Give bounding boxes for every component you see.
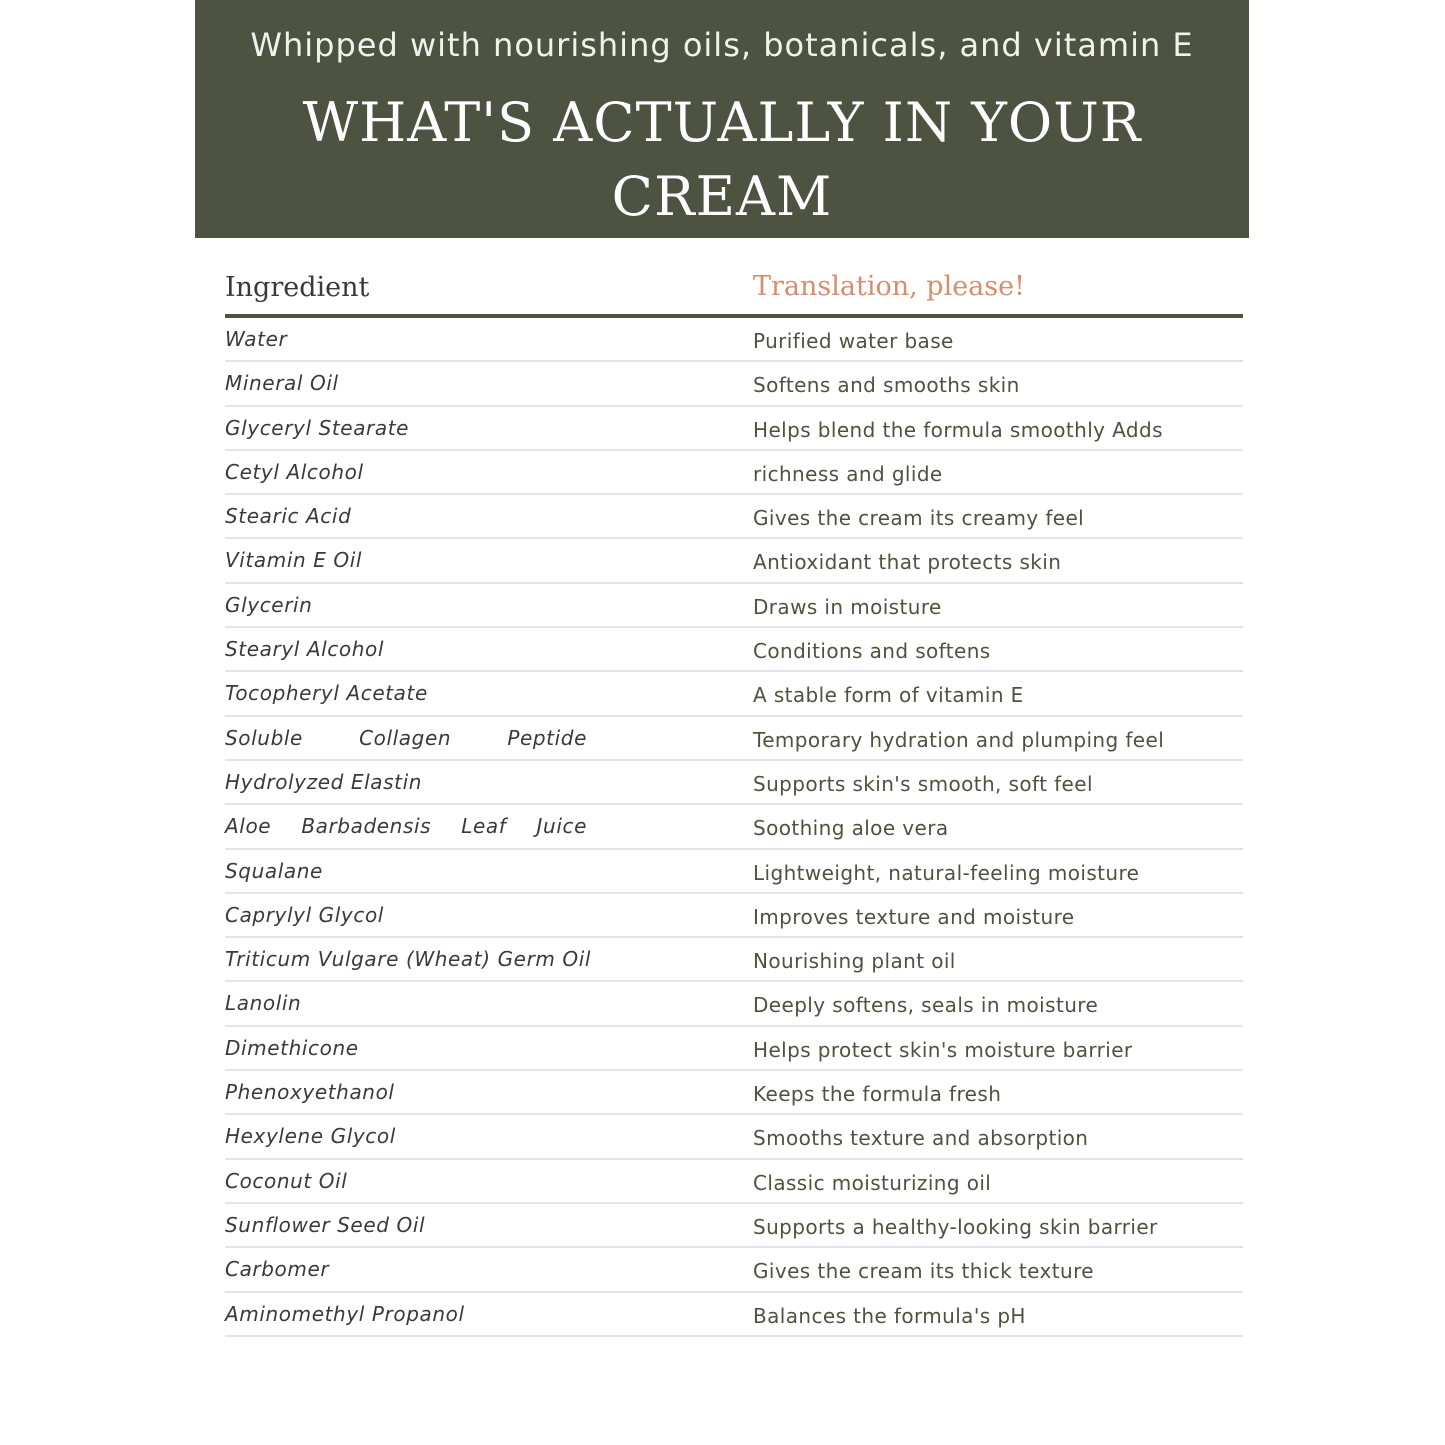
table-row <box>225 628 1243 672</box>
ingredient-cell: Aminomethyl Propanol <box>225 1301 465 1326</box>
ingredient-cell: Stearyl Alcohol <box>225 637 385 662</box>
ingredient-cell <box>225 726 587 750</box>
table-row <box>225 672 1243 716</box>
ingredient-cell: Sunflower Seed Oil <box>225 1212 426 1237</box>
title-line-1: WHAT'S ACTUALLY IN YOUR <box>302 91 1142 154</box>
header-banner <box>195 0 1249 238</box>
table-row <box>225 362 1243 406</box>
ingredient-cell: Dimethicone <box>225 1035 359 1060</box>
ingredient-table <box>225 268 1243 1337</box>
translation-cell: Nourishing plant oil <box>753 949 956 974</box>
table-row <box>225 805 1243 849</box>
ingredient-cell: Phenoxyethanol <box>225 1080 395 1105</box>
translation-cell: richness and glide <box>753 461 943 486</box>
translation-cell: Draws in moisture <box>753 594 942 619</box>
table-row <box>225 761 1243 805</box>
table-row <box>225 1115 1243 1159</box>
translation-cell: Deeply softens, seals in moisture <box>753 993 1099 1018</box>
table-row <box>225 451 1243 495</box>
ingredient-word: Juice <box>536 814 587 839</box>
translation-cell: Helps protect skin's moisture barrier <box>753 1037 1133 1062</box>
ingredient-cell <box>225 814 587 838</box>
column-header-ingredient: Ingredient <box>225 272 370 303</box>
table-row <box>225 850 1243 894</box>
translation-cell: Balances the formula's pH <box>753 1303 1026 1328</box>
table-row <box>225 1204 1243 1248</box>
table-row <box>225 982 1243 1026</box>
translation-cell: Purified water base <box>753 329 954 353</box>
ingredient-cell: Glyceryl Stearate <box>225 415 410 440</box>
translation-cell: Gives the cream its thick texture <box>753 1259 1094 1284</box>
table-row <box>225 894 1243 938</box>
ingredient-cell: Lanolin <box>225 991 302 1016</box>
ingredient-word: Soluble <box>225 725 303 750</box>
translation-cell: Keeps the formula fresh <box>753 1082 1002 1107</box>
translation-cell: A stable form of vitamin E <box>753 683 1024 708</box>
table-row <box>225 584 1243 628</box>
translation-cell: Improves texture and moisture <box>753 904 1075 929</box>
translation-cell: Antioxidant that protects skin <box>753 550 1062 575</box>
ingredient-cell: Squalane <box>225 858 323 883</box>
ingredient-word: Aloe <box>225 814 272 839</box>
ingredient-word: Peptide <box>507 725 587 750</box>
translation-cell: Soothing aloe vera <box>753 816 949 841</box>
table-header <box>225 268 1243 318</box>
translation-cell: Supports a healthy-looking skin barrier <box>753 1214 1158 1239</box>
title-line-2: CREAM <box>611 165 833 228</box>
translation-cell: Supports skin's smooth, soft feel <box>753 771 1093 796</box>
ingredient-cell: Mineral Oil <box>225 371 339 396</box>
ingredient-cell: Tocopheryl Acetate <box>225 681 428 706</box>
translation-cell: Temporary hydration and plumping feel <box>753 727 1165 752</box>
table-row <box>225 539 1243 583</box>
translation-cell: Softens and smooths skin <box>753 373 1020 398</box>
table-row <box>225 717 1243 761</box>
ingredient-word: Barbadensis <box>301 814 432 839</box>
ingredient-word: Collagen <box>359 725 452 750</box>
ingredient-cell: Caprylyl Glycol <box>225 902 384 927</box>
table-row <box>225 407 1243 451</box>
ingredient-word: Leaf <box>461 814 507 839</box>
ingredient-cell: Hydrolyzed Elastin <box>225 769 423 794</box>
page-title <box>195 86 1249 234</box>
table-row <box>225 1160 1243 1204</box>
translation-cell: Helps blend the formula smoothly Adds <box>753 417 1163 442</box>
ingredient-cell: Carbomer <box>225 1257 330 1282</box>
table-body <box>225 318 1243 1337</box>
table-row <box>225 318 1243 362</box>
ingredient-cell: Vitamin E Oil <box>225 548 363 573</box>
column-header-translation: Translation, please! <box>753 271 1025 302</box>
ingredient-cell: Stearic Acid <box>225 504 352 529</box>
table-row <box>225 938 1243 982</box>
translation-cell: Conditions and softens <box>753 639 991 664</box>
table-row <box>225 495 1243 539</box>
table-row <box>225 1071 1243 1115</box>
translation-cell: Classic moisturizing oil <box>753 1170 992 1195</box>
ingredient-cell: Triticum Vulgare (Wheat) Germ Oil <box>225 947 592 972</box>
translation-cell: Gives the cream its creamy feel <box>753 506 1085 531</box>
ingredient-cell: Hexylene Glycol <box>225 1124 396 1149</box>
translation-cell: Smooths texture and absorption <box>753 1126 1089 1151</box>
ingredient-cell: Water <box>225 327 288 351</box>
table-row <box>225 1248 1243 1292</box>
ingredient-cell: Coconut Oil <box>225 1168 348 1193</box>
translation-cell: Lightweight, natural-feeling moisture <box>753 860 1140 885</box>
ingredient-cell: Glycerin <box>225 592 313 617</box>
ingredient-cell: Cetyl Alcohol <box>225 459 364 484</box>
table-row <box>225 1027 1243 1071</box>
table-row <box>225 1293 1243 1337</box>
subtitle: Whipped with nourishing oils, botanicals, and vitamin E <box>250 26 1194 64</box>
